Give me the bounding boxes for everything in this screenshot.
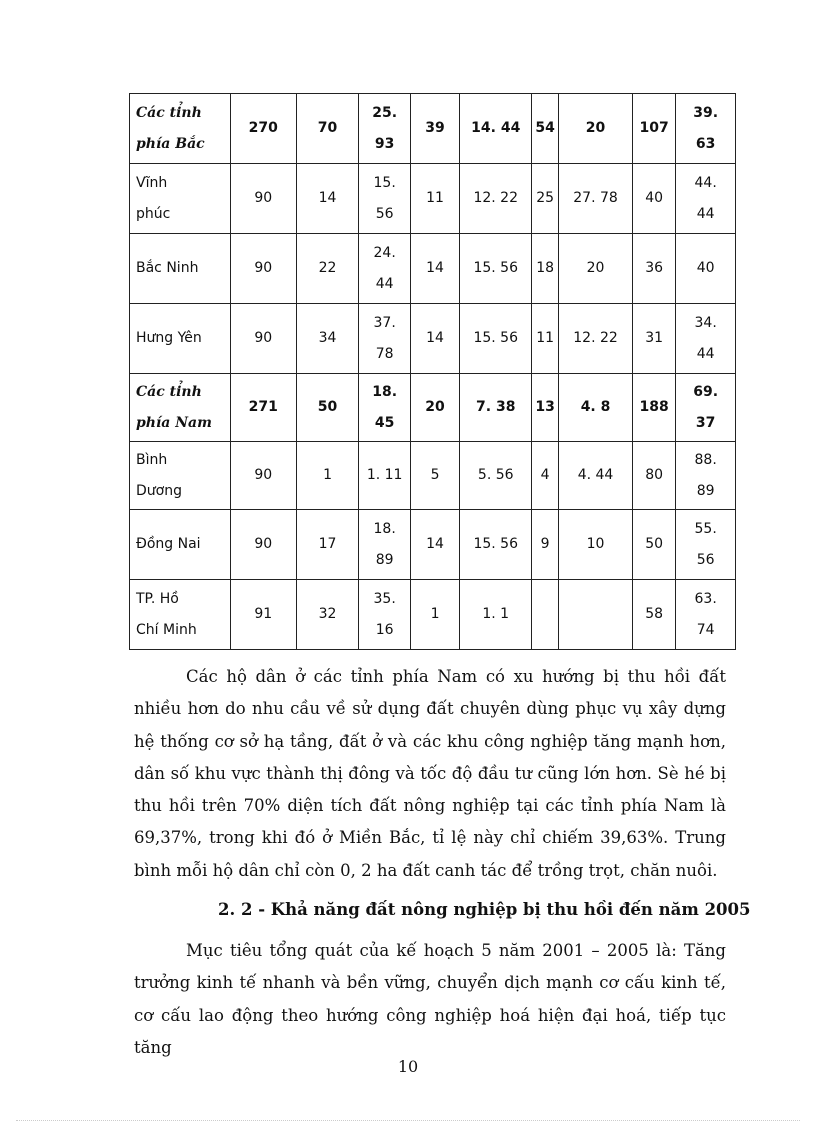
value-line: 78 xyxy=(375,345,394,362)
value-line: 15. xyxy=(373,174,396,191)
value-cell xyxy=(359,580,410,650)
row-name-line: Bình xyxy=(136,451,168,468)
value-line: 89 xyxy=(375,551,394,568)
value-cell: 32 xyxy=(296,580,359,650)
value-cell: 5. 56 xyxy=(460,442,532,510)
value-line: 35. xyxy=(373,590,396,607)
row-name-line: Hưng Yên xyxy=(136,330,202,346)
paragraph-2 xyxy=(134,935,726,1064)
value-cell: 18 xyxy=(532,234,559,304)
value-cell: 4. 44 xyxy=(559,442,633,510)
value-cell xyxy=(359,234,410,304)
value-cell: 20 xyxy=(410,374,459,442)
value-cell: 25 xyxy=(532,164,559,234)
table-body xyxy=(130,94,736,650)
value-cell: 40 xyxy=(676,234,736,304)
value-cell: 91 xyxy=(230,580,296,650)
value-cell xyxy=(359,374,410,442)
value-cell: 14 xyxy=(410,234,459,304)
value-cell: 31 xyxy=(633,304,676,374)
value-cell: 54 xyxy=(532,94,559,164)
row-name-cell xyxy=(130,234,231,304)
value-cell: 90 xyxy=(230,442,296,510)
value-line: 56 xyxy=(696,551,715,568)
value-line: 24. xyxy=(373,244,396,261)
value-line: 37 xyxy=(695,414,716,431)
value-line: 74 xyxy=(696,621,715,638)
row-name-cell xyxy=(130,94,231,164)
value-cell: 36 xyxy=(633,234,676,304)
value-cell: 14 xyxy=(410,304,459,374)
value-line: 69. xyxy=(693,383,719,400)
page-number: 10 xyxy=(397,1057,419,1076)
value-line: 44 xyxy=(375,275,394,292)
table-row xyxy=(130,304,736,374)
value-cell: 10 xyxy=(559,510,633,580)
value-cell: 90 xyxy=(230,510,296,580)
value-cell: 27. 78 xyxy=(559,164,633,234)
value-cell: 14 xyxy=(296,164,359,234)
value-cell: 4 xyxy=(532,442,559,510)
row-name-line: Đồng Nai xyxy=(136,536,201,552)
row-name-line: Dương xyxy=(136,482,182,499)
value-cell: 15. 56 xyxy=(460,304,532,374)
value-cell: 58 xyxy=(633,580,676,650)
table-row xyxy=(130,442,736,510)
value-cell xyxy=(676,304,736,374)
row-name-cell xyxy=(130,580,231,650)
value-line: 44 xyxy=(696,205,715,222)
value-cell: 107 xyxy=(633,94,676,164)
value-cell: 14. 44 xyxy=(460,94,532,164)
value-cell: 39 xyxy=(410,94,459,164)
table-row xyxy=(130,510,736,580)
value-cell xyxy=(359,510,410,580)
value-line: 37. xyxy=(373,314,396,331)
value-cell: 9 xyxy=(532,510,559,580)
row-name-line: Chí Minh xyxy=(136,621,197,638)
value-cell: 4. 8 xyxy=(559,374,633,442)
row-name-line: phía Bắc xyxy=(136,135,205,152)
row-name-line: phía Nam xyxy=(136,414,212,431)
value-line: 55. xyxy=(694,520,717,537)
value-cell: 5 xyxy=(410,442,459,510)
value-line: 93 xyxy=(374,135,395,152)
table-row xyxy=(130,374,736,442)
value-line: 44 xyxy=(696,345,715,362)
value-cell xyxy=(676,94,736,164)
row-name-cell xyxy=(130,442,231,510)
value-line: 18. xyxy=(373,520,396,537)
bottom-rule xyxy=(16,1120,800,1121)
section-heading: 2. 2 - Khả năng đất nông nghiệp bị thu hồi đến năm 2005 xyxy=(218,900,751,919)
value-line: 44. xyxy=(694,174,717,191)
value-cell xyxy=(359,94,410,164)
value-cell: 34 xyxy=(296,304,359,374)
value-cell: 50 xyxy=(633,510,676,580)
row-name-line: Vĩnh xyxy=(136,174,168,191)
row-name-line: Bắc Ninh xyxy=(136,260,199,276)
value-line: 16 xyxy=(375,621,394,638)
value-cell xyxy=(359,164,410,234)
value-line: 89 xyxy=(696,482,715,499)
value-cell: 50 xyxy=(296,374,359,442)
value-line: 18. xyxy=(372,383,398,400)
value-line: 63. xyxy=(694,590,717,607)
value-cell xyxy=(532,580,559,650)
value-cell: 22 xyxy=(296,234,359,304)
value-cell xyxy=(676,442,736,510)
row-name-line: phúc xyxy=(136,205,171,222)
value-cell xyxy=(676,510,736,580)
value-cell: 70 xyxy=(296,94,359,164)
row-name-cell xyxy=(130,304,231,374)
value-line: 34. xyxy=(694,314,717,331)
value-cell: 7. 38 xyxy=(460,374,532,442)
land-recovery-table xyxy=(129,93,736,650)
value-cell: 15. 56 xyxy=(460,510,532,580)
table-row xyxy=(130,234,736,304)
value-cell: 12. 22 xyxy=(559,304,633,374)
value-cell xyxy=(676,374,736,442)
table-row xyxy=(130,164,736,234)
value-cell xyxy=(559,580,633,650)
value-cell: 20 xyxy=(559,94,633,164)
value-cell: 11 xyxy=(532,304,559,374)
value-line: 56 xyxy=(375,205,394,222)
value-cell: 14 xyxy=(410,510,459,580)
paragraph-1-text: Các hộ dân ở các tỉnh phía Nam có xu hướng bị thu hồi đất nhiều hơn do nhu cầu về sử dụng đất chuyên dùng phục vụ xây dựng hệ thống cơ sở hạ tầng, đất ở và các khu công nghiệp tăng mạnh hơn, dân số khu vực thành thị đông và tốc độ đầu tư cũng lớn hơn. Sè hé bị thu hồi trên 70% diện tích đất nông nghiệp tại các tỉnh phía Nam là 69,37%, trong khi đó ở Miền Bắc, tỉ lệ này chỉ chiếm 39,63%. Trung bình mỗi hộ dân chỉ còn 0, 2 ha đất canh tác để trồng trọt, chăn nuôi. xyxy=(134,667,726,880)
value-cell: 271 xyxy=(230,374,296,442)
value-cell xyxy=(676,164,736,234)
value-line: 63 xyxy=(695,135,716,152)
value-cell: 90 xyxy=(230,164,296,234)
table-row xyxy=(130,580,736,650)
value-cell: 15. 56 xyxy=(460,234,532,304)
value-cell: 11 xyxy=(410,164,459,234)
paragraph-1 xyxy=(134,661,726,887)
value-cell: 1. 11 xyxy=(359,442,410,510)
value-cell: 1. 1 xyxy=(460,580,532,650)
value-line: 39. xyxy=(693,104,719,121)
value-cell: 17 xyxy=(296,510,359,580)
value-line: 25. xyxy=(372,104,398,121)
value-line: 45 xyxy=(374,414,395,431)
value-cell: 13 xyxy=(532,374,559,442)
value-cell: 90 xyxy=(230,304,296,374)
value-cell: 1 xyxy=(410,580,459,650)
row-name-line: Các tỉnh xyxy=(136,383,202,400)
table-row xyxy=(130,94,736,164)
value-cell: 12. 22 xyxy=(460,164,532,234)
value-cell: 188 xyxy=(633,374,676,442)
value-cell xyxy=(676,580,736,650)
row-name-cell xyxy=(130,164,231,234)
value-cell: 80 xyxy=(633,442,676,510)
row-name-line: Các tỉnh xyxy=(136,104,202,121)
paragraph-2-text: Mục tiêu tổng quát của kế hoạch 5 năm 2001 – 2005 là: Tăng trưởng kinh tế nhanh và bền vững, chuyển dịch mạnh cơ cấu kinh tế, cơ cấu lao động theo hướng công nghiệp hoá hiện đại hoá, tiếp tục tăng xyxy=(134,941,726,1057)
value-cell: 270 xyxy=(230,94,296,164)
value-cell: 1 xyxy=(296,442,359,510)
row-name-line: TP. Hồ xyxy=(136,590,179,607)
value-cell: 40 xyxy=(633,164,676,234)
value-cell: 20 xyxy=(559,234,633,304)
row-name-cell xyxy=(130,510,231,580)
value-cell: 90 xyxy=(230,234,296,304)
row-name-cell xyxy=(130,374,231,442)
value-cell xyxy=(359,304,410,374)
value-line: 88. xyxy=(694,451,717,468)
